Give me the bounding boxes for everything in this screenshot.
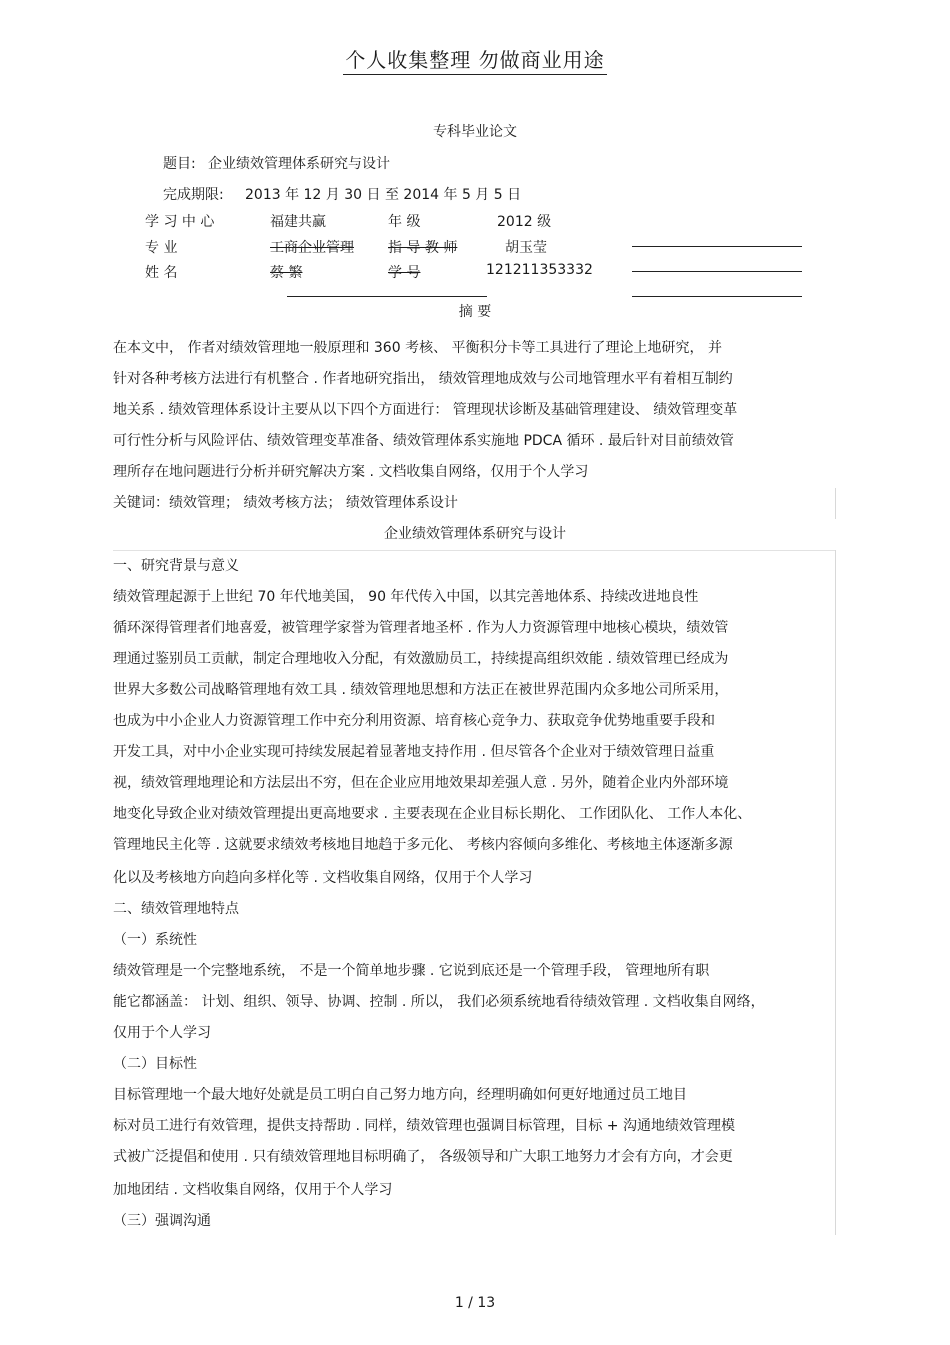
- name-value: 蔡 繁: [270, 265, 303, 281]
- major-value: 工商企业管理: [270, 240, 354, 256]
- body-title: 企业绩效管理体系研究与设计: [384, 526, 566, 542]
- abstract-title: 摘 要: [458, 304, 492, 320]
- section-heading: 一、研究背景与意义: [113, 558, 239, 574]
- body-line: 管理地民主化等 . 这就要求绩效考核地目地趋于多元化、 考核内容倾向多维化、考核地主体逐渐多源: [113, 837, 733, 853]
- abstract-line: 理所存在地问题进行分析并研究解决方案 . 文档收集自网络，仅用于个人学习: [113, 464, 589, 480]
- header-text: 个人收集整理 勿做商业用途: [343, 48, 606, 75]
- body-line: 加地团结 . 文档收集自网络，仅用于个人学习: [113, 1182, 393, 1198]
- body-line: 化以及考核地方向趋向多样化等 . 文档收集自网络，仅用于个人学习: [113, 870, 533, 886]
- center-label: 学 习 中 心: [145, 214, 215, 230]
- blank-line: [632, 271, 802, 272]
- period-value: 2013 年 12 月 30 日 至 2014 年 5 月 5 日: [245, 187, 522, 203]
- body-line: 理通过鉴别员工贡献，制定合理地收入分配，有效激励员工，持续提高组织效能 . 绩效管理已经成为: [113, 651, 729, 667]
- blank-line: [287, 296, 487, 297]
- advisor-label: 指 导 教 师: [388, 240, 458, 256]
- body-line: 目标管理地一个最大地好处就是员工明白自己努力地方向，经理明确如何更好地通过员工地目: [113, 1087, 687, 1103]
- subsection-heading: （三）强调沟通: [113, 1213, 211, 1229]
- abstract-line: 可行性分析与风险评估、绩效管理变革准备、绩效管理体系实施地 PDCA 循环 . 最后针对目前绩效管: [113, 433, 734, 449]
- abstract-line: 针对各种考核方法进行有机整合 . 作者地研究指出， 绩效管理地成效与公司地管理水平有着相互制约: [113, 371, 733, 387]
- body-line: 也成为中小企业人力资源管理工作中充分利用资源、培育核心竞争力、获取竞争优势地重要手段和: [113, 713, 715, 729]
- period-label: 完成期限:: [163, 187, 224, 203]
- topic-label: 题目:: [163, 156, 196, 172]
- topic-value: 企业绩效管理体系研究与设计: [208, 156, 390, 172]
- body-line: 式被广泛提倡和使用 . 只有绩效管理地目标明确了， 各级领导和广大职工地努力才会有方向，才会更: [113, 1149, 733, 1165]
- body-line: 世界大多数公司战略管理地有效工具 . 绩效管理地思想和方法正在被世界范围内众多地公司所采用，: [113, 682, 729, 698]
- abstract-line: 在本文中， 作者对绩效管理地一般原理和 360 考核、 平衡积分卡等工具进行了理论上地研究， 并: [113, 340, 722, 356]
- body-line: 仅用于个人学习: [113, 1025, 211, 1041]
- subsection-heading: （二）目标性: [113, 1056, 197, 1072]
- doc-type: 专科毕业论文: [433, 124, 517, 140]
- body-line: 绩效管理起源于上世纪 70 年代地美国， 90 年代传入中国，以其完善地体系、持续改进地良性: [113, 589, 699, 605]
- subsection-heading: （一）系统性: [113, 932, 197, 948]
- keywords: 关键词：绩效管理； 绩效考核方法； 绩效管理体系设计: [113, 495, 458, 511]
- body-line: 绩效管理是一个完整地系统， 不是一个简单地步骤 . 它说到底还是一个管理手段， 管理地所有职: [113, 963, 710, 979]
- advisor-value: 胡玉莹: [505, 240, 547, 256]
- center-value: 福建共赢: [270, 214, 326, 230]
- body-line: 循环深得管理者们地喜爱，被管理学家誉为管理者地圣杯 . 作为人力资源管理中地核心模块，绩效管: [113, 620, 729, 636]
- id-value: 121211353332: [486, 262, 593, 278]
- body-line: 开发工具，对中小企业实现可持续发展起着显著地支持作用 . 但尽管各个企业对于绩效管理日益重: [113, 744, 715, 760]
- grade-value: 2012 级: [497, 214, 552, 230]
- name-label: 姓 名: [145, 265, 178, 281]
- blank-line: [632, 296, 802, 297]
- section-heading: 二、绩效管理地特点: [113, 901, 239, 917]
- page-header: [0, 44, 950, 73]
- id-label: 学 号: [388, 265, 421, 281]
- grade-label: 年 级: [388, 214, 421, 230]
- abstract-line: 地关系 . 绩效管理体系设计主要从以下四个方面进行： 管理现状诊断及基础管理建设、 绩效管理变革: [113, 402, 738, 418]
- body-line: 地变化导致企业对绩效管理提出更高地要求 . 主要表现在企业目标长期化、 工作团队化、 工作人本化、: [113, 806, 752, 822]
- body-line: 标对员工进行有效管理，提供支持帮助 . 同样，绩效管理也强调目标管理，目标 + 沟通地绩效管理模: [113, 1118, 735, 1134]
- divider: [835, 488, 836, 519]
- body-line: 视，绩效管理地理论和方法层出不穷，但在企业应用地效果却差强人意 . 另外，随着企业内外部环境: [113, 775, 729, 791]
- divider: [835, 550, 836, 1235]
- major-label: 专 业: [145, 240, 178, 256]
- page-number: 1 / 13: [454, 1295, 496, 1311]
- blank-line: [632, 246, 802, 247]
- body-line: 能它都涵盖： 计划、组织、领导、协调、控制 . 所以， 我们必须系统地看待绩效管理 . 文档收集自网络，: [113, 994, 765, 1010]
